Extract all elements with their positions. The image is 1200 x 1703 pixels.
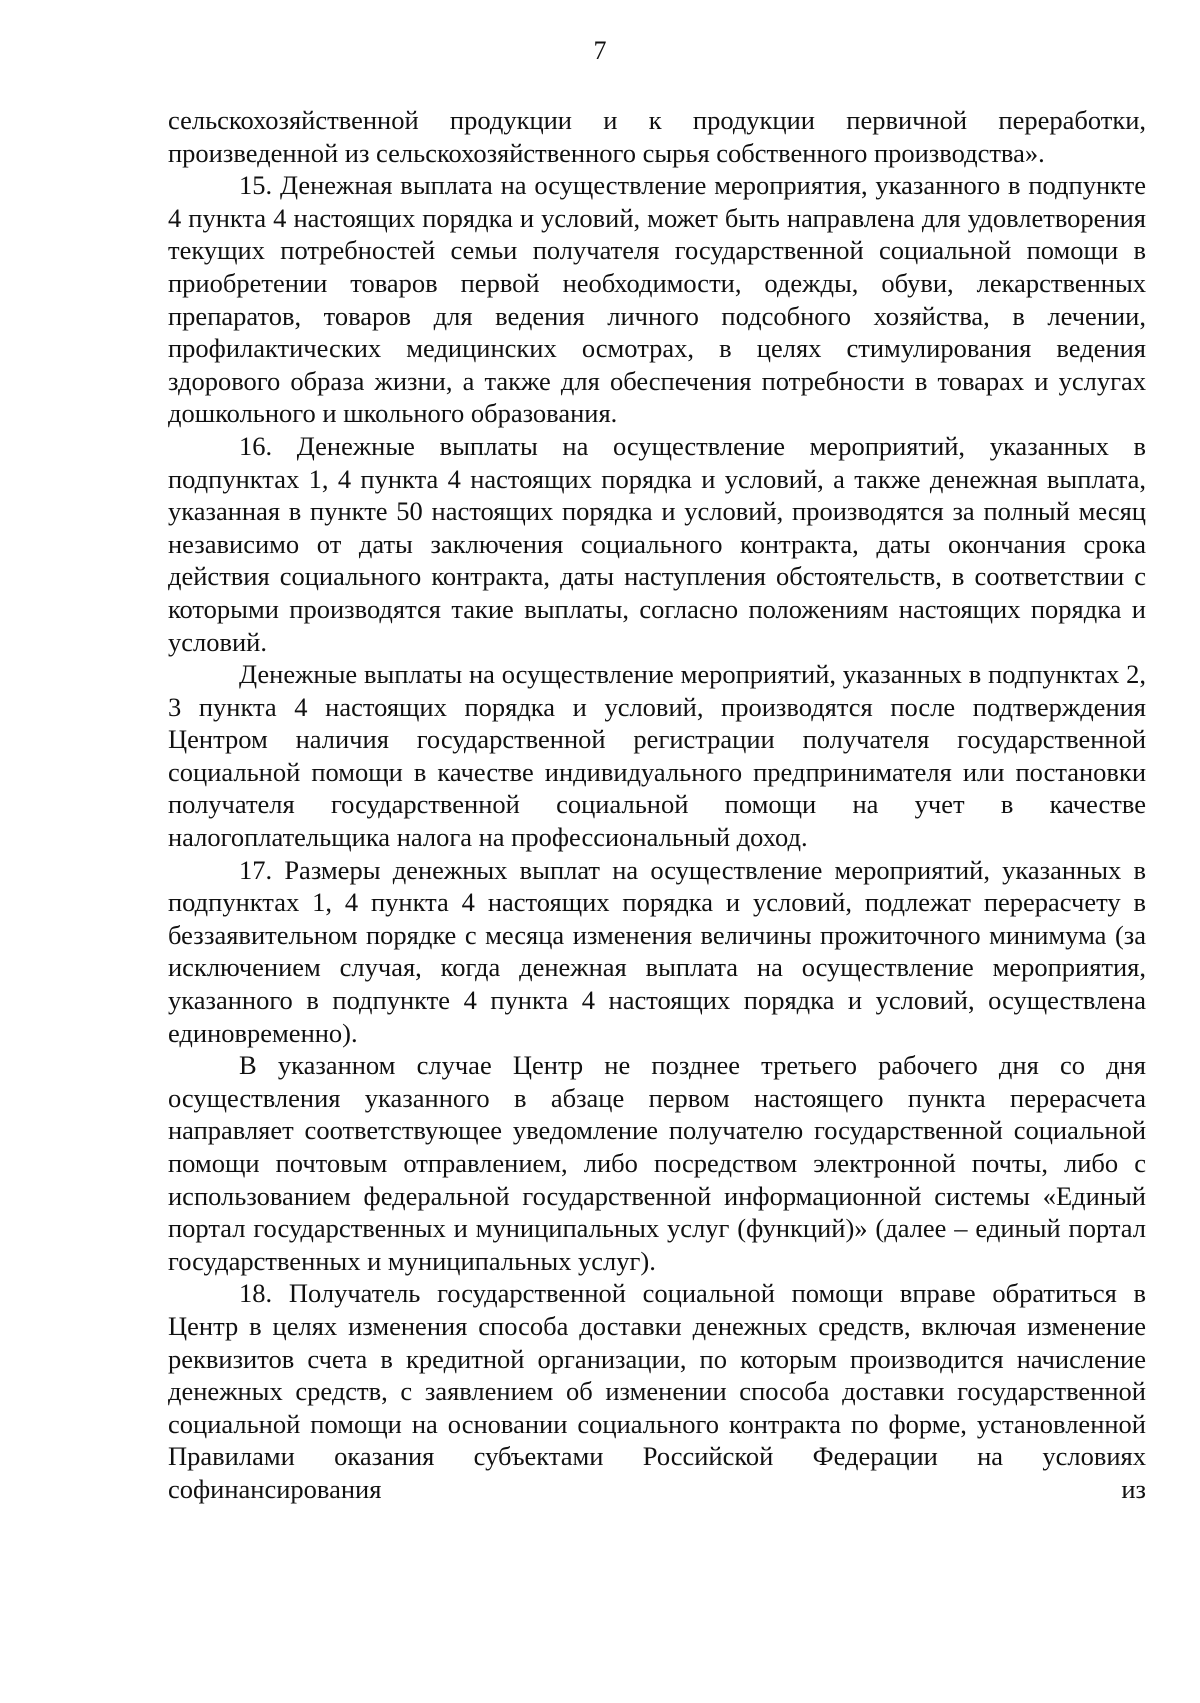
paragraph-item-18: 18. Получатель государственной социальной помощи вправе обратиться в Центр в целях изменения способа доставки денежных средств, включая изменение реквизитов счета в кредитной организации, по которым производится начисление денежных средств, с заявлением об изменении способа доставки государственной социальной помощи на основании социального контракта по форме, установленной Правилами оказания субъектами Российской Федерации на условиях софинансирования из bbox=[168, 1278, 1146, 1504]
paragraph-item-15: 15. Денежная выплата на осуществление мероприятия, указанного в подпункте 4 пункта 4 настоящих порядка и условий, может быть направлена для удовлетворения текущих потребностей семьи получателя государственной социальной помощи в приобретении товаров первой необходимости, одежды, обуви, лекарственных препаратов, товаров для ведения личного подсобного хозяйства, в лечении, профилактических медицинских осмотрах, в целях стимулирования ведения здорового образа жизни, а также для обеспечения потребности в товарах и услугах дошкольного и школьного образования. bbox=[168, 170, 1146, 429]
paragraph-item-16-second: Денежные выплаты на осуществление мероприятий, указанных в подпунктах 2, 3 пункта 4 настоящих порядка и условий, производятся после подтверждения Центром наличия государственной регистрации получателя государственной социальной помощи в качестве индивидуального предпринимателя или постановки получателя государственной социальной помощи на учет в качестве налогоплательщика налога на профессиональный доход. bbox=[168, 659, 1146, 853]
paragraph-item-17-second: В указанном случае Центр не позднее третьего рабочего дня со дня осуществления указанного в абзаце первом настоящего пункта перерасчета направляет соответствующее уведомление получателю государственной социальной помощи почтовым отправлением, либо посредством электронной почты, либо с использованием федеральной государственной информационной системы «Единый портал государственных и муниципальных услуг (функций)» (далее – единый портал государственных и муниципальных услуг). bbox=[168, 1050, 1146, 1276]
page-number: 7 bbox=[593, 36, 607, 65]
paragraph-continuation: сельскохозяйственной продукции и к продукции первичной переработки, произведенной из сельскохозяйственного сырья собственного производства». bbox=[168, 105, 1146, 168]
document-body bbox=[168, 104, 1146, 1506]
paragraph-item-17: 17. Размеры денежных выплат на осуществление мероприятий, указанных в подпунктах 1, 4 пункта 4 настоящих порядка и условий, подлежат перерасчету в беззаявительном порядке с месяца изменения величины прожиточного минимума (за исключением случая, когда денежная выплата на осуществление мероприятия, указанного в подпункте 4 пункта 4 настоящих порядка и условий, осуществлена единовременно). bbox=[168, 854, 1146, 1048]
paragraph-item-16: 16. Денежные выплаты на осуществление мероприятий, указанных в подпунктах 1, 4 пункта 4 настоящих порядка и условий, а также денежная выплата, указанная в пункте 50 настоящих порядка и условий, производятся за полный месяц независимо от даты заключения социального контракта, даты окончания срока действия социального контракта, даты наступления обстоятельств, в соответствии с которыми производятся такие выплаты, согласно положениям настоящих порядка и условий. bbox=[168, 430, 1146, 657]
